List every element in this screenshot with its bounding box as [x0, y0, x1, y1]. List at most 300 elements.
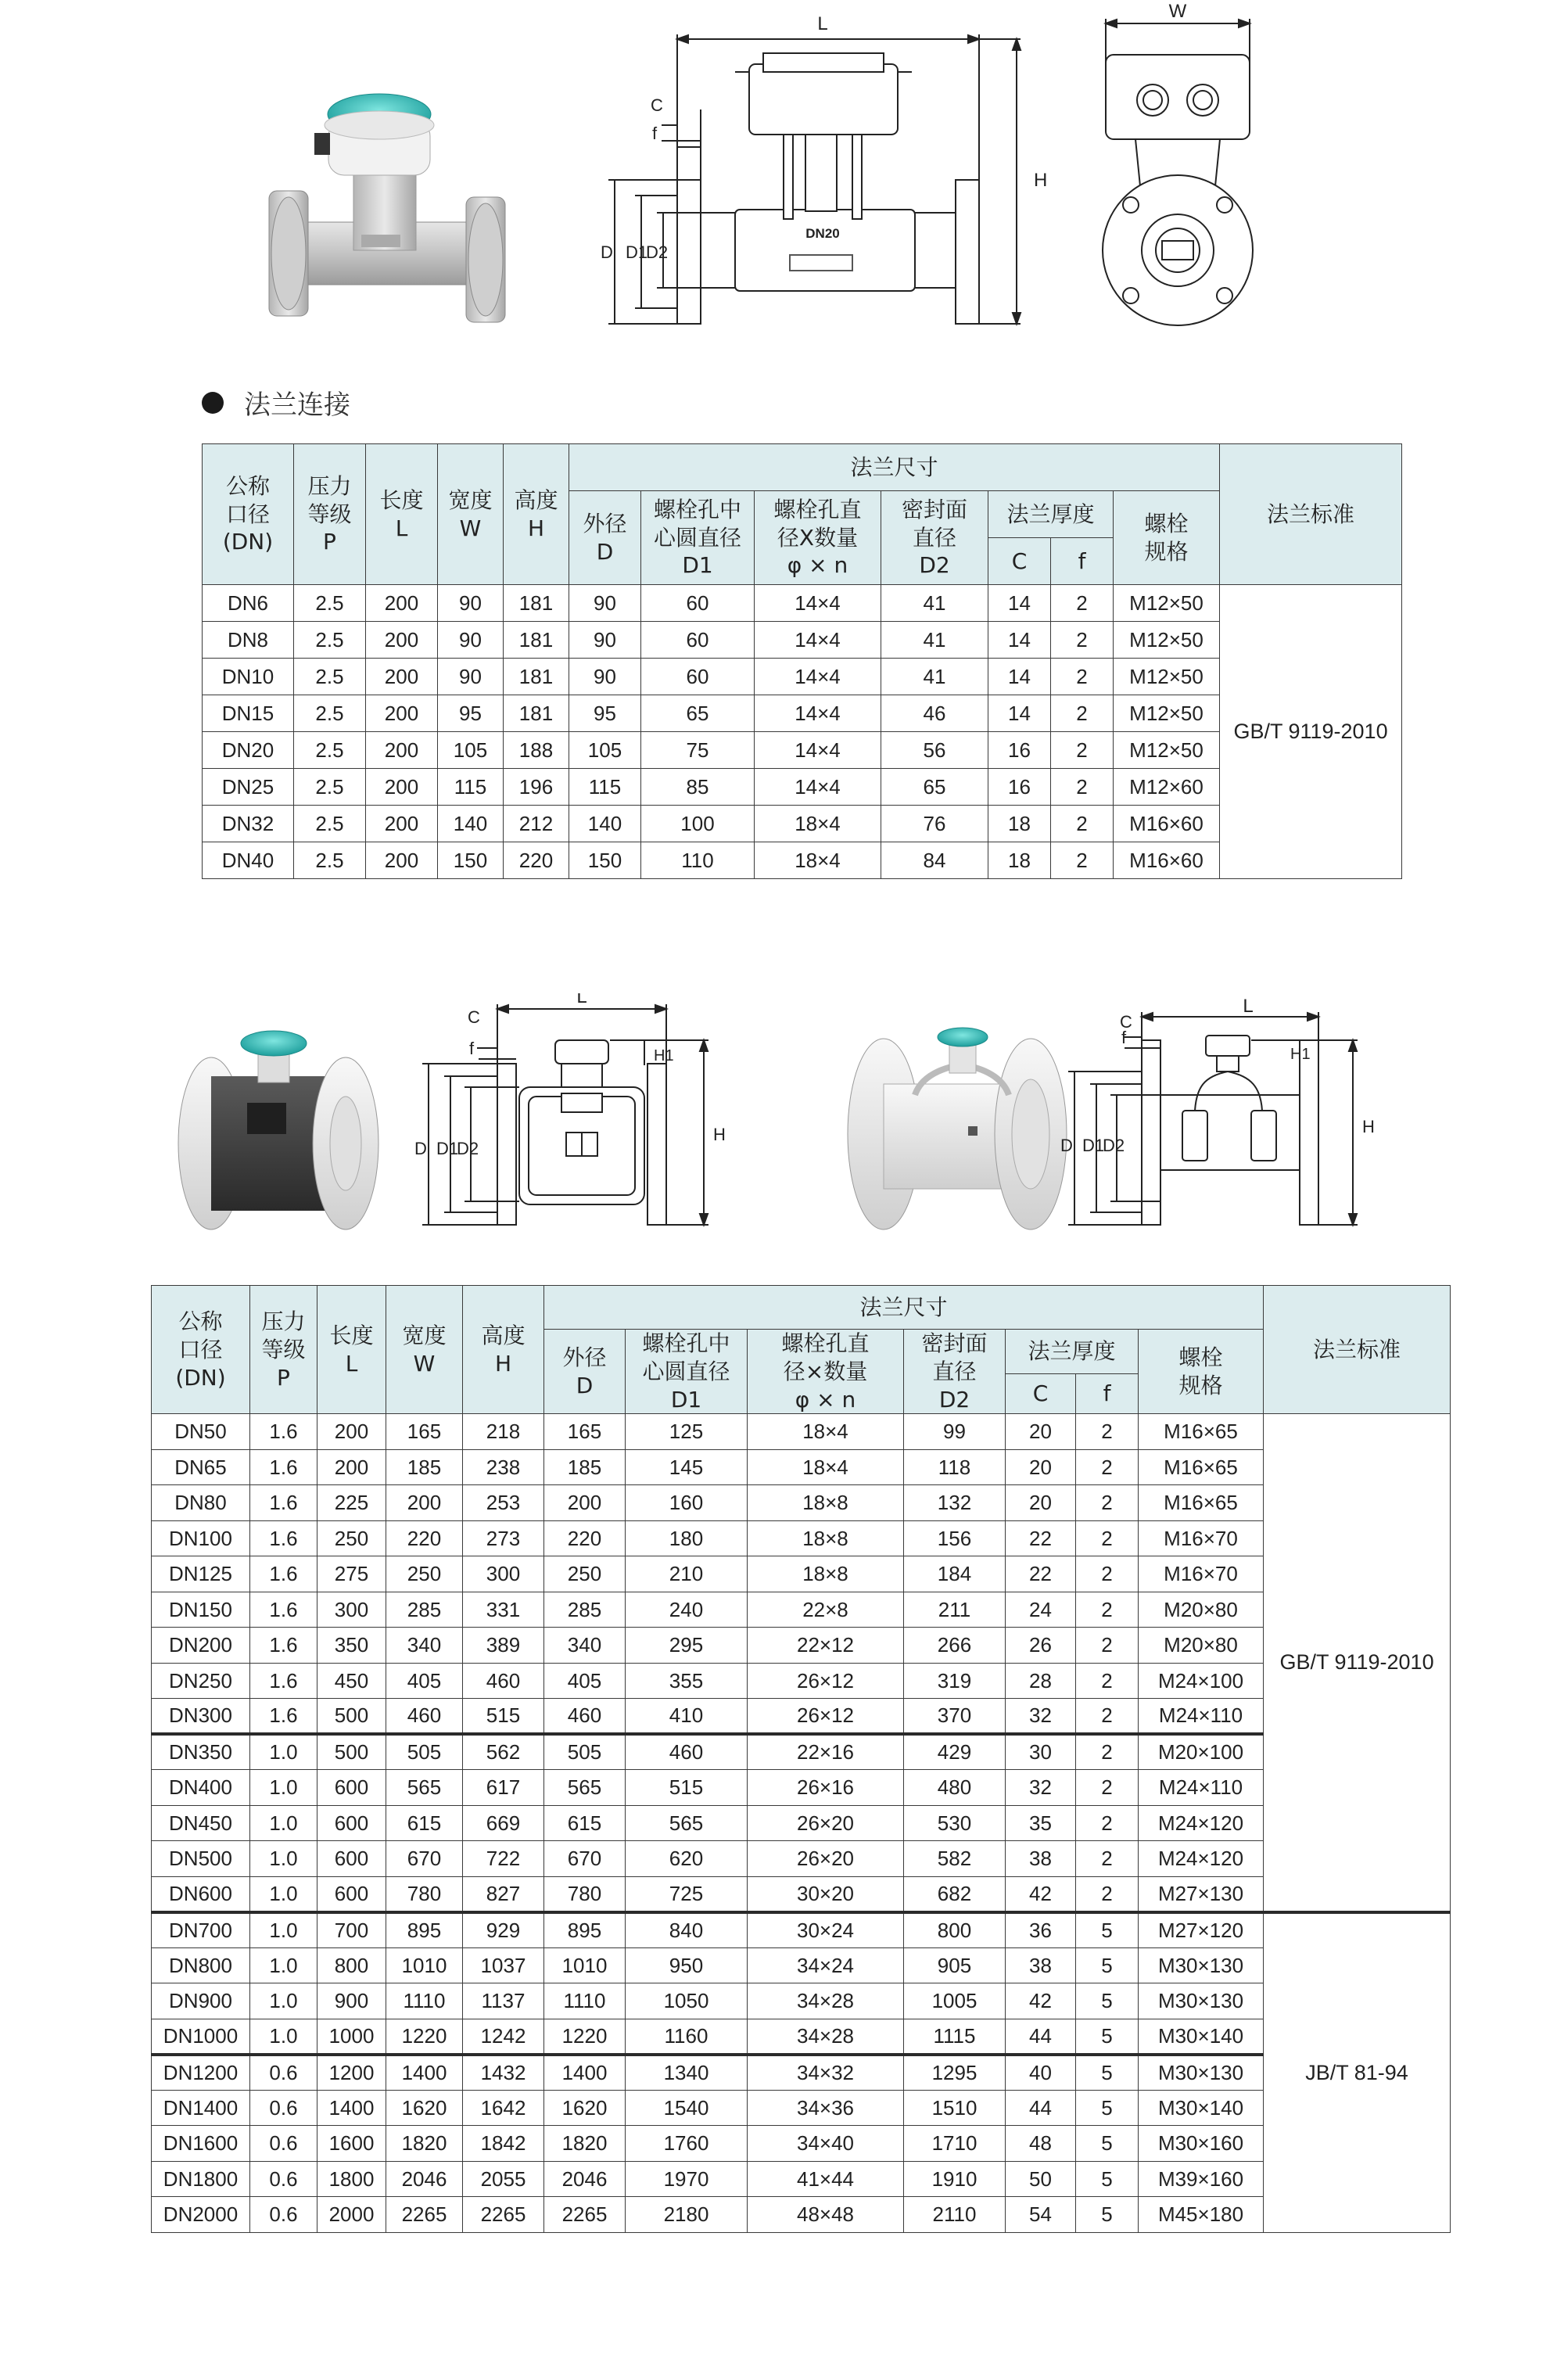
col-pressure: 压力 等级 P — [294, 444, 366, 585]
dim-label-L-3: L — [1243, 996, 1254, 1017]
cell-height: 212 — [504, 806, 569, 842]
cell-bolt-circle-d1: 295 — [626, 1628, 748, 1664]
cell-outer-d: 780 — [544, 1876, 626, 1912]
cell-bolt-holes: 18×4 — [755, 842, 881, 879]
cell-bolt-circle-d1: 75 — [641, 732, 755, 769]
cell-bolt-circle-d1: 110 — [641, 842, 755, 879]
section-title-text: 法兰连接 — [244, 389, 350, 421]
cell-width: 1620 — [386, 2090, 463, 2126]
table-row — [152, 1663, 1451, 1699]
cell-length: 2000 — [317, 2197, 386, 2233]
cell-thickness-c: 14 — [988, 585, 1051, 622]
cell-height: 460 — [463, 1663, 544, 1699]
cell-pressure: 1.0 — [250, 2019, 317, 2055]
cell-outer-d: 250 — [544, 1556, 626, 1592]
cell-pressure: 2.5 — [294, 732, 366, 769]
cell-bolt-spec: M39×160 — [1139, 2161, 1264, 2197]
cell-height: 1242 — [463, 2019, 544, 2055]
cell-thickness-f: 2 — [1076, 1876, 1139, 1912]
dim-label-f: f — [652, 124, 658, 143]
cell-outer-d: 340 — [544, 1628, 626, 1664]
dim-label-C: C — [651, 95, 663, 115]
cell-bolt-spec: M12×50 — [1114, 659, 1220, 695]
cell-bolt-spec: M16×70 — [1139, 1520, 1264, 1556]
cell-bolt-circle-d1: 950 — [626, 1947, 748, 1983]
cell-width: 2046 — [386, 2161, 463, 2197]
cell-bolt-circle-d1: 60 — [641, 585, 755, 622]
cell-seal-d2: 2110 — [904, 2197, 1006, 2233]
cell-pressure: 1.6 — [250, 1556, 317, 1592]
cell-seal-d2: 156 — [904, 1520, 1006, 1556]
dim-label-D2-3: D2 — [1103, 1136, 1125, 1155]
col-bolt-circle-2: 螺栓孔中 心圆直径 D1 — [626, 1330, 748, 1414]
cell-bolt-circle-d1: 1050 — [626, 1983, 748, 2019]
cell-width: 780 — [386, 1876, 463, 1912]
cell-standard: JB/T 81-94 — [1264, 1912, 1451, 2233]
cell-bolt-holes: 18×4 — [748, 1414, 904, 1450]
cell-bolt-circle-d1: 65 — [641, 695, 755, 732]
cell-dn: DN25 — [203, 769, 294, 806]
table-row — [152, 2197, 1451, 2233]
cell-bolt-holes: 14×4 — [755, 732, 881, 769]
cell-height: 1137 — [463, 1983, 544, 2019]
cell-bolt-holes: 26×20 — [748, 1805, 904, 1841]
dim-label-D: D — [601, 242, 613, 262]
col-group-flange-thickness: 法兰厚度 — [988, 491, 1114, 538]
cell-bolt-circle-d1: 1760 — [626, 2126, 748, 2162]
cell-bolt-holes: 34×28 — [748, 1983, 904, 2019]
table-row — [152, 1876, 1451, 1912]
cell-width: 140 — [438, 806, 504, 842]
cell-width: 105 — [438, 732, 504, 769]
cell-thickness-f: 2 — [1076, 1699, 1139, 1735]
cell-width: 1220 — [386, 2019, 463, 2055]
cell-thickness-c: 28 — [1006, 1663, 1076, 1699]
cell-bolt-spec: M30×160 — [1139, 2126, 1264, 2162]
drawing-end-elevation-1 — [1103, 19, 1253, 325]
cell-thickness-c: 18 — [988, 806, 1051, 842]
table-row — [152, 1628, 1451, 1664]
table-row — [152, 2161, 1451, 2197]
cell-thickness-f: 2 — [1051, 769, 1114, 806]
cell-pressure: 2.5 — [294, 622, 366, 659]
cell-seal-d2: 1510 — [904, 2090, 1006, 2126]
cell-dn: DN500 — [152, 1841, 250, 1877]
cell-thickness-c: 40 — [1006, 2055, 1076, 2091]
dim-label-D1: D1 — [626, 242, 648, 262]
cell-pressure: 1.0 — [250, 1947, 317, 1983]
cell-thickness-f: 2 — [1076, 1663, 1139, 1699]
cell-pressure: 1.6 — [250, 1699, 317, 1735]
cell-thickness-c: 54 — [1006, 2197, 1076, 2233]
cell-thickness-f: 5 — [1076, 1912, 1139, 1948]
cell-height: 827 — [463, 1876, 544, 1912]
cell-thickness-f: 2 — [1051, 806, 1114, 842]
cell-bolt-spec: M16×65 — [1139, 1485, 1264, 1521]
cell-dn: DN40 — [203, 842, 294, 879]
table-row — [152, 1770, 1451, 1806]
cell-bolt-circle-d1: 1540 — [626, 2090, 748, 2126]
dim-label-f-3: f — [1121, 1028, 1127, 1047]
cell-outer-d: 105 — [569, 732, 641, 769]
middle-drawings — [0, 993, 1564, 1251]
table-row — [152, 1841, 1451, 1877]
cell-bolt-holes: 18×4 — [755, 806, 881, 842]
cell-length: 200 — [366, 806, 438, 842]
cell-width: 1110 — [386, 1983, 463, 2019]
cell-dn: DN450 — [152, 1805, 250, 1841]
cell-bolt-spec: M12×50 — [1114, 622, 1220, 659]
dim-label-C-2: C — [468, 1007, 480, 1027]
cell-bolt-circle-d1: 515 — [626, 1770, 748, 1806]
cell-outer-d: 565 — [544, 1770, 626, 1806]
table2-body — [152, 1414, 1451, 2233]
cell-length: 500 — [317, 1699, 386, 1735]
cell-seal-d2: 582 — [904, 1841, 1006, 1877]
cell-length: 300 — [317, 1592, 386, 1628]
cell-thickness-f: 5 — [1076, 2019, 1139, 2055]
cell-bolt-holes: 18×8 — [748, 1485, 904, 1521]
cell-outer-d: 615 — [544, 1805, 626, 1841]
dim-label-D-2: D — [414, 1139, 427, 1158]
cell-thickness-c: 20 — [1006, 1485, 1076, 1521]
table-row — [203, 585, 1402, 622]
cell-thickness-f: 5 — [1076, 2161, 1139, 2197]
cell-outer-d: 90 — [569, 659, 641, 695]
cell-outer-d: 460 — [544, 1699, 626, 1735]
cell-dn: DN800 — [152, 1947, 250, 1983]
product-photo-white-meter — [848, 1028, 1067, 1229]
cell-width: 670 — [386, 1841, 463, 1877]
cell-width: 1820 — [386, 2126, 463, 2162]
cell-thickness-c: 20 — [1006, 1414, 1076, 1450]
cell-width: 895 — [386, 1912, 463, 1948]
cell-pressure: 2.5 — [294, 659, 366, 695]
cell-thickness-f: 2 — [1051, 659, 1114, 695]
cell-height: 181 — [504, 622, 569, 659]
cell-pressure: 1.0 — [250, 1841, 317, 1877]
cell-thickness-f: 2 — [1076, 1734, 1139, 1770]
cell-length: 200 — [366, 695, 438, 732]
cell-pressure: 1.6 — [250, 1485, 317, 1521]
col-length: 长度 L — [366, 444, 438, 585]
cell-bolt-circle-d1: 145 — [626, 1449, 748, 1485]
cell-seal-d2: 211 — [904, 1592, 1006, 1628]
col-height: 高度 H — [504, 444, 569, 585]
cell-seal-d2: 370 — [904, 1699, 1006, 1735]
cell-outer-d: 165 — [544, 1414, 626, 1450]
dim-label-D2: D2 — [646, 242, 669, 262]
cell-height: 1842 — [463, 2126, 544, 2162]
cell-pressure: 2.5 — [294, 806, 366, 842]
cell-height: 389 — [463, 1628, 544, 1664]
cell-bolt-holes: 14×4 — [755, 695, 881, 732]
cell-thickness-c: 36 — [1006, 1912, 1076, 1948]
col-bolt-circle: 螺栓孔中 心圆直径 D1 — [641, 491, 755, 585]
cell-seal-d2: 682 — [904, 1876, 1006, 1912]
cell-bolt-holes: 26×16 — [748, 1770, 904, 1806]
cell-height: 1642 — [463, 2090, 544, 2126]
cell-pressure: 1.6 — [250, 1628, 317, 1664]
col-length-2: 长度 L — [317, 1286, 386, 1414]
cell-bolt-spec: M20×80 — [1139, 1592, 1264, 1628]
cell-thickness-f: 2 — [1076, 1841, 1139, 1877]
col-dn: 公称 口径 (DN) — [203, 444, 294, 585]
cell-thickness-f: 2 — [1051, 732, 1114, 769]
cell-bolt-spec: M24×120 — [1139, 1841, 1264, 1877]
cell-outer-d: 95 — [569, 695, 641, 732]
cell-seal-d2: 1910 — [904, 2161, 1006, 2197]
cell-bolt-circle-d1: 840 — [626, 1912, 748, 1948]
cell-outer-d: 185 — [544, 1449, 626, 1485]
cell-bolt-circle-d1: 460 — [626, 1734, 748, 1770]
cell-width: 90 — [438, 622, 504, 659]
cell-width: 250 — [386, 1556, 463, 1592]
cell-bolt-spec: M24×110 — [1139, 1770, 1264, 1806]
cell-length: 1800 — [317, 2161, 386, 2197]
cell-bolt-circle-d1: 725 — [626, 1876, 748, 1912]
dim-label-D-3: D — [1060, 1136, 1073, 1155]
cell-height: 220 — [504, 842, 569, 879]
cell-pressure: 0.6 — [250, 2161, 317, 2197]
cell-length: 250 — [317, 1520, 386, 1556]
cell-bolt-spec: M12×60 — [1114, 769, 1220, 806]
cell-height: 722 — [463, 1841, 544, 1877]
cell-bolt-holes: 34×28 — [748, 2019, 904, 2055]
cell-length: 600 — [317, 1841, 386, 1877]
cell-dn: DN900 — [152, 1983, 250, 2019]
cell-bolt-circle-d1: 85 — [641, 769, 755, 806]
cell-pressure: 0.6 — [250, 2197, 317, 2233]
cell-height: 669 — [463, 1805, 544, 1841]
cell-pressure: 1.6 — [250, 1592, 317, 1628]
cell-bolt-spec: M16×60 — [1114, 842, 1220, 879]
cell-bolt-circle-d1: 180 — [626, 1520, 748, 1556]
cell-pressure: 1.0 — [250, 1983, 317, 2019]
cell-thickness-f: 2 — [1051, 585, 1114, 622]
col-f: f — [1051, 538, 1114, 585]
product-photo-dark-meter — [178, 1031, 378, 1229]
cell-height: 617 — [463, 1770, 544, 1806]
cell-pressure: 1.0 — [250, 1734, 317, 1770]
cell-dn: DN1400 — [152, 2090, 250, 2126]
cell-bolt-spec: M12×50 — [1114, 585, 1220, 622]
cell-pressure: 1.6 — [250, 1663, 317, 1699]
cell-bolt-holes: 26×20 — [748, 1841, 904, 1877]
cell-bolt-holes: 18×8 — [748, 1556, 904, 1592]
cell-thickness-c: 22 — [1006, 1520, 1076, 1556]
cell-bolt-holes: 34×40 — [748, 2126, 904, 2162]
cell-seal-d2: 530 — [904, 1805, 1006, 1841]
cell-seal-d2: 132 — [904, 1485, 1006, 1521]
cell-width: 505 — [386, 1734, 463, 1770]
cell-dn: DN700 — [152, 1912, 250, 1948]
table-row — [152, 2019, 1451, 2055]
cell-width: 1400 — [386, 2055, 463, 2091]
cell-thickness-c: 42 — [1006, 1983, 1076, 2019]
cell-thickness-f: 2 — [1076, 1414, 1139, 1450]
cell-height: 218 — [463, 1414, 544, 1450]
cell-width: 220 — [386, 1520, 463, 1556]
col-seal-diameter: 密封面 直径 D2 — [881, 491, 988, 585]
cell-seal-d2: 84 — [881, 842, 988, 879]
cell-dn: DN250 — [152, 1663, 250, 1699]
cell-width: 150 — [438, 842, 504, 879]
cell-seal-d2: 429 — [904, 1734, 1006, 1770]
cell-bolt-spec: M24×100 — [1139, 1663, 1264, 1699]
cell-thickness-c: 18 — [988, 842, 1051, 879]
cell-height: 273 — [463, 1520, 544, 1556]
table-row — [152, 1485, 1451, 1521]
cell-bolt-spec: M30×130 — [1139, 2055, 1264, 2091]
cell-length: 800 — [317, 1947, 386, 1983]
cell-bolt-circle-d1: 125 — [626, 1414, 748, 1450]
cell-pressure: 2.5 — [294, 769, 366, 806]
cell-bolt-holes: 18×8 — [748, 1520, 904, 1556]
cell-thickness-c: 20 — [1006, 1449, 1076, 1485]
cell-dn: DN32 — [203, 806, 294, 842]
cell-length: 200 — [366, 659, 438, 695]
cell-seal-d2: 65 — [881, 769, 988, 806]
cell-outer-d: 1110 — [544, 1983, 626, 2019]
dim-label-W: W — [1168, 1, 1187, 22]
cell-length: 200 — [366, 622, 438, 659]
col-outer-diameter-2: 外径 D — [544, 1330, 626, 1414]
cell-width: 565 — [386, 1770, 463, 1806]
cell-pressure: 1.0 — [250, 1912, 317, 1948]
cell-outer-d: 1220 — [544, 2019, 626, 2055]
table-row — [152, 1556, 1451, 1592]
dim-label-H1-2: H1 — [654, 1047, 674, 1064]
cell-seal-d2: 76 — [881, 806, 988, 842]
cell-bolt-spec: M20×100 — [1139, 1734, 1264, 1770]
cell-height: 196 — [504, 769, 569, 806]
cell-length: 600 — [317, 1876, 386, 1912]
cell-width: 340 — [386, 1628, 463, 1664]
cell-seal-d2: 41 — [881, 622, 988, 659]
cell-pressure: 1.6 — [250, 1414, 317, 1450]
cell-length: 1200 — [317, 2055, 386, 2091]
cell-bolt-spec: M30×130 — [1139, 1947, 1264, 1983]
dn20-marking: DN20 — [805, 226, 840, 241]
cell-height: 1037 — [463, 1947, 544, 1983]
cell-height: 515 — [463, 1699, 544, 1735]
dim-label-H1-3: H1 — [1290, 1046, 1311, 1063]
cell-width: 115 — [438, 769, 504, 806]
cell-length: 200 — [366, 769, 438, 806]
cell-bolt-circle-d1: 1160 — [626, 2019, 748, 2055]
cell-thickness-c: 30 — [1006, 1734, 1076, 1770]
cell-outer-d: 1820 — [544, 2126, 626, 2162]
cell-thickness-f: 2 — [1076, 1485, 1139, 1521]
col-pressure-2: 压力 等级 P — [250, 1286, 317, 1414]
col-seal-diameter-2: 密封面 直径 D2 — [904, 1330, 1006, 1414]
dim-label-f-2: f — [469, 1039, 475, 1058]
col-standard-2: 法兰标准 — [1264, 1286, 1451, 1414]
cell-seal-d2: 56 — [881, 732, 988, 769]
cell-bolt-holes: 22×16 — [748, 1734, 904, 1770]
cell-height: 331 — [463, 1592, 544, 1628]
cell-outer-d: 200 — [544, 1485, 626, 1521]
cell-thickness-f: 2 — [1051, 842, 1114, 879]
cell-bolt-circle-d1: 355 — [626, 1663, 748, 1699]
cell-width: 95 — [438, 695, 504, 732]
cell-thickness-f: 5 — [1076, 2126, 1139, 2162]
col-width-2: 宽度 W — [386, 1286, 463, 1414]
cell-thickness-c: 14 — [988, 659, 1051, 695]
cell-height: 253 — [463, 1485, 544, 1521]
cell-pressure: 1.6 — [250, 1449, 317, 1485]
table-row — [152, 1734, 1451, 1770]
cell-dn: DN1600 — [152, 2126, 250, 2162]
cell-outer-d: 2265 — [544, 2197, 626, 2233]
cell-length: 1000 — [317, 2019, 386, 2055]
cell-width: 405 — [386, 1663, 463, 1699]
cell-dn: DN80 — [152, 1485, 250, 1521]
cell-thickness-f: 2 — [1076, 1449, 1139, 1485]
cell-thickness-f: 5 — [1076, 1983, 1139, 2019]
cell-dn: DN400 — [152, 1770, 250, 1806]
cell-bolt-spec: M30×140 — [1139, 2090, 1264, 2126]
cell-bolt-spec: M24×120 — [1139, 1805, 1264, 1841]
cell-height: 562 — [463, 1734, 544, 1770]
cell-standard: GB/T 9119-2010 — [1220, 585, 1402, 879]
cell-bolt-spec: M24×110 — [1139, 1699, 1264, 1735]
table-row — [152, 1520, 1451, 1556]
cell-outer-d: 285 — [544, 1592, 626, 1628]
cell-seal-d2: 800 — [904, 1912, 1006, 1948]
cell-length: 200 — [366, 732, 438, 769]
cell-bolt-circle-d1: 60 — [641, 659, 755, 695]
cell-height: 238 — [463, 1449, 544, 1485]
drawing-side-elevation-3 — [1068, 1012, 1358, 1225]
cell-outer-d: 1400 — [544, 2055, 626, 2091]
cell-bolt-circle-d1: 100 — [641, 806, 755, 842]
cell-thickness-c: 26 — [1006, 1628, 1076, 1664]
cell-length: 1400 — [317, 2090, 386, 2126]
table-row — [152, 2126, 1451, 2162]
cell-dn: DN1000 — [152, 2019, 250, 2055]
cell-width: 1010 — [386, 1947, 463, 1983]
cell-outer-d: 90 — [569, 585, 641, 622]
cell-bolt-holes: 48×48 — [748, 2197, 904, 2233]
cell-width: 285 — [386, 1592, 463, 1628]
cell-height: 2265 — [463, 2197, 544, 2233]
col-height-2: 高度 H — [463, 1286, 544, 1414]
cell-height: 181 — [504, 585, 569, 622]
cell-length: 200 — [366, 585, 438, 622]
cell-thickness-c: 16 — [988, 732, 1051, 769]
dim-label-L-2: L — [576, 993, 587, 1007]
cell-height: 188 — [504, 732, 569, 769]
cell-thickness-f: 5 — [1076, 1947, 1139, 1983]
cell-seal-d2: 1005 — [904, 1983, 1006, 2019]
cell-bolt-circle-d1: 2180 — [626, 2197, 748, 2233]
cell-bolt-holes: 26×12 — [748, 1699, 904, 1735]
cell-bolt-circle-d1: 1970 — [626, 2161, 748, 2197]
cell-seal-d2: 184 — [904, 1556, 1006, 1592]
cell-dn: DN8 — [203, 622, 294, 659]
cell-length: 350 — [317, 1628, 386, 1664]
cell-dn: DN150 — [152, 1592, 250, 1628]
table-row — [152, 1414, 1451, 1450]
cell-pressure: 0.6 — [250, 2126, 317, 2162]
col-bolt-spec: 螺栓 规格 — [1114, 491, 1220, 585]
cell-bolt-circle-d1: 160 — [626, 1485, 748, 1521]
cell-pressure: 1.0 — [250, 1876, 317, 1912]
cell-bolt-spec: M27×130 — [1139, 1876, 1264, 1912]
cell-thickness-c: 16 — [988, 769, 1051, 806]
